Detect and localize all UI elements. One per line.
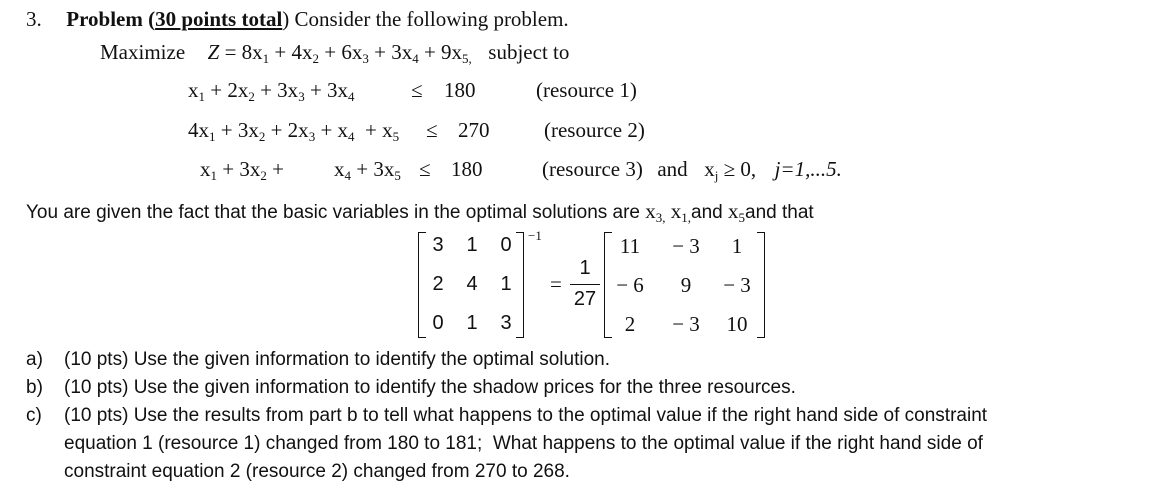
c1-term: + 2x [205, 78, 249, 102]
c1-term: x [188, 78, 199, 102]
obj-term-1: = 8x [224, 40, 263, 64]
part-c-line-3: constraint equation 2 (resource 2) changed from 270 to 268. [64, 461, 570, 482]
obj-sub-5: 5, [462, 51, 472, 66]
c1-term: + 3x [254, 78, 299, 102]
fraction-denominator: 27 [573, 288, 597, 310]
matrix-b-cell: 10 [726, 312, 748, 336]
equals-sign: = [550, 272, 562, 296]
obj-sub-2: 2 [312, 51, 320, 66]
matrix-a-cell: 1 [466, 312, 478, 334]
c2-term: + x [315, 118, 349, 142]
basic-var-3: x [728, 199, 739, 223]
obj-term-4: + 3x [368, 40, 413, 64]
fraction-numerator: 1 [579, 257, 591, 279]
matrix-a-cell: 4 [466, 273, 478, 295]
constraint-2-lhs [188, 118, 399, 143]
matrix-a-cell: 3 [432, 234, 444, 256]
obj-term-2: + 4x [269, 40, 313, 64]
c2-sub: 5 [392, 129, 400, 144]
basic-var-1: x [645, 199, 656, 223]
constraint-3-lhs-b [334, 157, 401, 182]
matrix-a-cell: 2 [432, 273, 444, 295]
obj-sub-1: 1 [262, 51, 270, 66]
given-text-b: and that [745, 202, 814, 223]
c2-term: + 3x [215, 118, 259, 142]
given-text-a: You are given the fact that the basic variables in the optimal solutions are [26, 202, 641, 223]
part-c-label: c) [26, 405, 42, 426]
c3-sub: 4 [344, 168, 351, 183]
part-b-label: b) [26, 377, 43, 398]
matrix-b-cell: − 3 [672, 312, 700, 336]
c3-term: + [266, 157, 284, 181]
matrix-b-cell: 2 [624, 312, 636, 336]
given-line [26, 199, 814, 224]
obj-sub-4: 4 [412, 51, 419, 66]
c2-term: 4x [188, 118, 209, 142]
matrix-b-cell: − 3 [672, 234, 700, 258]
nonneg-var: x [704, 157, 715, 181]
c2-term: + x [354, 118, 393, 142]
part-b-text: (10 pts) Use the given information to identify the shadow prices for the three resources. [64, 377, 796, 398]
c3-and: and [657, 157, 688, 181]
fraction-bar [570, 284, 600, 285]
nonneg-sub: j [714, 168, 719, 183]
problem-title: Problem [66, 7, 143, 31]
constraint-3-rhs: 180 [451, 157, 483, 181]
points-close: ) [282, 7, 290, 31]
problem-number: 3. [26, 7, 42, 31]
points-open: ( [148, 7, 156, 31]
basic-var-2-sub: 1 [681, 210, 688, 225]
c3-note-text: (resource 3) [542, 157, 643, 181]
constraint-3-op: ≤ [419, 157, 431, 181]
basic-sep-2: , [687, 210, 692, 225]
points-total: 30 points total [155, 7, 283, 31]
inverse-exponent: −1 [528, 228, 542, 243]
c1-sub: 1 [198, 89, 205, 104]
matrix-a-cell: 0 [432, 312, 444, 334]
constraint-1-lhs [188, 78, 355, 103]
constraint-1-op: ≤ [411, 78, 423, 102]
basic-var-3-sub: 5 [738, 210, 746, 225]
c3-sub: 5 [394, 168, 401, 183]
constraint-3-lhs-a [200, 157, 284, 182]
basic-var-2: x [670, 199, 682, 223]
index-range: j=1,...5. [774, 157, 842, 181]
obj-sub-3: 3 [362, 51, 369, 66]
matrix-a-cell: 0 [500, 234, 512, 256]
matrix-a-cell: 1 [500, 273, 512, 295]
matrix-b-cell: 9 [680, 273, 692, 297]
matrix-a-cell: 3 [500, 312, 512, 334]
subject-to: subject to [488, 40, 570, 64]
c1-sub: 2 [248, 89, 255, 104]
c3-term: x [200, 157, 211, 181]
c3-sub: 2 [260, 168, 267, 183]
c1-sub: 4 [348, 89, 355, 104]
problem-lead: Consider the following problem. [294, 7, 569, 31]
c1-term: + 3x [304, 78, 349, 102]
matrix-b-cell: 1 [731, 234, 743, 258]
part-c-line-1: (10 pts) Use the results from part b to tell what happens to the optimal value if the right hand side of constraint [64, 405, 988, 426]
part-c-line-2: equation 1 (resource 1) changed from 180 to 181; What happens to the optimal value if the right hand side of [64, 433, 983, 454]
matrix-b-cell: − 6 [616, 273, 644, 297]
c2-sub: 2 [258, 129, 266, 144]
c3-term: + 3x [351, 157, 395, 181]
constraint-2-note: (resource 2) [544, 118, 645, 142]
part-a-label: a) [26, 349, 43, 370]
obj-term-5: + 9x [418, 40, 463, 64]
objective-variable: Z [207, 40, 220, 64]
problem-header [26, 7, 569, 32]
objective-line [100, 40, 569, 65]
obj-term-3: + 6x [319, 40, 363, 64]
constraint-3-note [542, 157, 842, 182]
c3-term: + 3x [217, 157, 261, 181]
maximize-label: Maximize [100, 40, 186, 64]
c2-sub: 3 [308, 129, 316, 144]
c3-sub: 1 [210, 168, 217, 183]
nonneg-rest: ≥ 0, [718, 157, 757, 181]
c2-sub: 4 [348, 129, 355, 144]
constraint-1-rhs: 180 [444, 78, 476, 102]
matrix-a-cell: 1 [466, 234, 478, 256]
c1-sub: 3 [298, 89, 305, 104]
c3-term: x [334, 157, 345, 181]
matrix-b-cell: 11 [619, 234, 641, 258]
matrix-b-cell: − 3 [723, 273, 751, 297]
constraint-1-note: (resource 1) [536, 78, 637, 102]
constraint-2-op: ≤ [426, 118, 438, 142]
basic-var-1-sub: 3 [655, 210, 663, 225]
constraint-2-rhs: 270 [458, 118, 490, 142]
c2-sub: 1 [209, 129, 216, 144]
given-and: and [691, 202, 723, 223]
basic-sep-1: , [662, 210, 666, 225]
c2-term: + 2x [265, 118, 309, 142]
part-a-text: (10 pts) Use the given information to identify the optimal solution. [64, 349, 611, 370]
